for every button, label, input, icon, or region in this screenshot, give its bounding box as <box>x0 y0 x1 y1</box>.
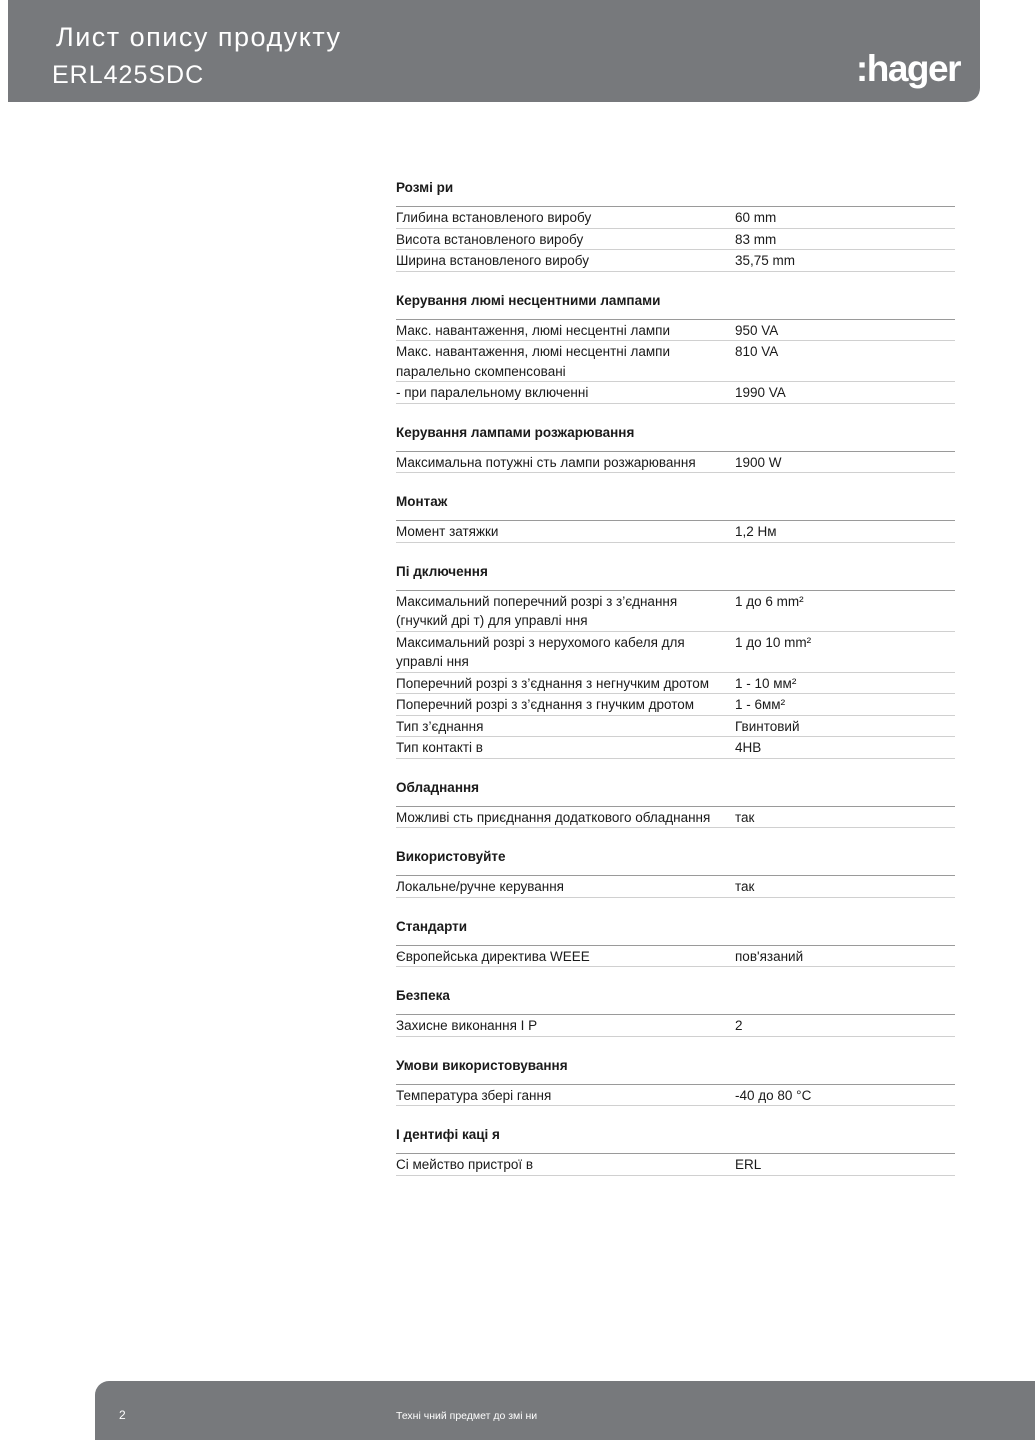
spec-row <box>396 341 955 382</box>
spec-label: Макс. навантаження, люмі несцентні лампи <box>396 322 671 338</box>
spec-row <box>396 1154 955 1176</box>
spec-label: Ширина встановленого виробу <box>396 253 589 268</box>
spec-row <box>396 229 955 251</box>
spec-section <box>396 172 955 272</box>
spec-section <box>396 1119 955 1176</box>
spec-row <box>396 694 955 716</box>
section-title: Умови використовування <box>396 1050 955 1085</box>
spec-label: Європейська директива WEEE <box>396 948 590 964</box>
spec-row <box>396 946 955 968</box>
spec-label: Глибина встановленого виробу <box>396 210 592 225</box>
page-header <box>8 0 980 102</box>
spec-row <box>396 1085 955 1107</box>
spec-row <box>396 320 955 342</box>
spec-label: - при паралельному включенні <box>396 385 589 400</box>
hager-logo: :hager <box>855 48 960 89</box>
spec-value: -40 до 80 °C <box>735 1087 812 1103</box>
spec-label: Локальне/ручне керування <box>396 879 564 894</box>
footer-note: Техні чний предмет до змі ни <box>396 1410 538 1422</box>
spec-value: 60 mm <box>735 210 777 225</box>
spec-value: так <box>735 809 755 825</box>
spec-value: 1 - 10 мм² <box>735 675 797 691</box>
section-title: Керування люмі несцентними лампами <box>396 285 955 320</box>
spec-table <box>396 172 955 1189</box>
spec-label: Момент затяжки <box>396 524 499 539</box>
spec-row <box>396 807 955 829</box>
spec-value: 1 до 10 mm² <box>735 634 812 650</box>
section-title: Монтаж <box>396 486 955 521</box>
spec-value: 2 <box>735 1018 743 1033</box>
spec-row <box>396 737 955 759</box>
spec-value: 83 mm <box>735 231 777 247</box>
product-code: ERL425SDC <box>52 61 205 89</box>
section-title: Безпека <box>396 980 955 1015</box>
spec-label: Тип контакті в <box>396 740 483 755</box>
spec-row <box>396 250 955 272</box>
spec-label: Захисне виконання I P <box>396 1018 538 1033</box>
spec-value: 1,2 Нм <box>735 524 777 539</box>
spec-section <box>396 486 955 543</box>
spec-section <box>396 417 955 474</box>
spec-row <box>396 876 955 898</box>
section-title: Використовуйте <box>396 841 955 876</box>
spec-row <box>396 207 955 229</box>
spec-label: Максимальна потужні сть лампи розжарювання <box>396 454 696 470</box>
page-footer <box>95 1381 1035 1440</box>
spec-label: Висота встановленого виробу <box>396 231 584 247</box>
spec-label: Температура зберi гання <box>396 1087 552 1103</box>
spec-label: Макс. навантаження, люмі несцентні лампи паралельно скомпенсовані <box>396 344 671 379</box>
section-title: Обладнання <box>396 772 955 807</box>
spec-section <box>396 556 955 759</box>
spec-row <box>396 632 955 673</box>
spec-label: Тип з’єднання <box>396 718 484 734</box>
spec-value: пов'язаний <box>735 948 804 964</box>
spec-label: Можливі сть приєднання додаткового обладнання <box>396 809 711 825</box>
spec-value: так <box>735 879 755 894</box>
spec-section <box>396 285 955 404</box>
spec-value: ERL <box>735 1157 762 1172</box>
spec-value: 1 до 6 mm² <box>735 593 804 609</box>
section-title: Розмі ри <box>396 172 955 207</box>
section-title: I дентифі каці я <box>396 1119 955 1154</box>
spec-row <box>396 521 955 543</box>
spec-label: Максимальний поперечний розрі з з’єднання (гнучкий дрі т) для управлі ння <box>396 593 678 628</box>
spec-value: 810 VA <box>735 344 779 359</box>
spec-value: 1 - 6мм² <box>735 697 786 712</box>
spec-label: Максимальний розрі з нерухомого кабеля для управлі ння <box>396 634 685 669</box>
spec-row <box>396 452 955 474</box>
spec-row <box>396 673 955 695</box>
page-title: Лист опису продукту <box>56 22 342 52</box>
spec-row <box>396 382 955 404</box>
spec-row <box>396 1015 955 1037</box>
spec-section <box>396 841 955 898</box>
spec-label: Поперечний розрі з з’єднання з негнучким дротом <box>396 675 710 691</box>
spec-value: 35,75 mm <box>735 253 796 268</box>
section-title: Керування лампами розжарювання <box>396 417 955 452</box>
spec-value: Гвинтовий <box>735 718 800 734</box>
section-title: Стандарти <box>396 911 955 946</box>
spec-row <box>396 591 955 632</box>
spec-value: 950 VA <box>735 322 779 338</box>
spec-value: 1900 W <box>735 454 782 470</box>
spec-label: Поперечний розрі з з’єднання з гнучким дротом <box>396 697 695 712</box>
spec-section <box>396 772 955 829</box>
page-number: 2 <box>119 1408 126 1422</box>
spec-section <box>396 911 955 968</box>
spec-value: 1990 VA <box>735 385 786 400</box>
spec-section <box>396 980 955 1037</box>
spec-value: 4НВ <box>735 740 762 755</box>
spec-row <box>396 716 955 738</box>
spec-section <box>396 1050 955 1107</box>
spec-label: Сі мейство пристрої в <box>396 1157 534 1172</box>
section-title: Пі дключення <box>396 556 955 591</box>
